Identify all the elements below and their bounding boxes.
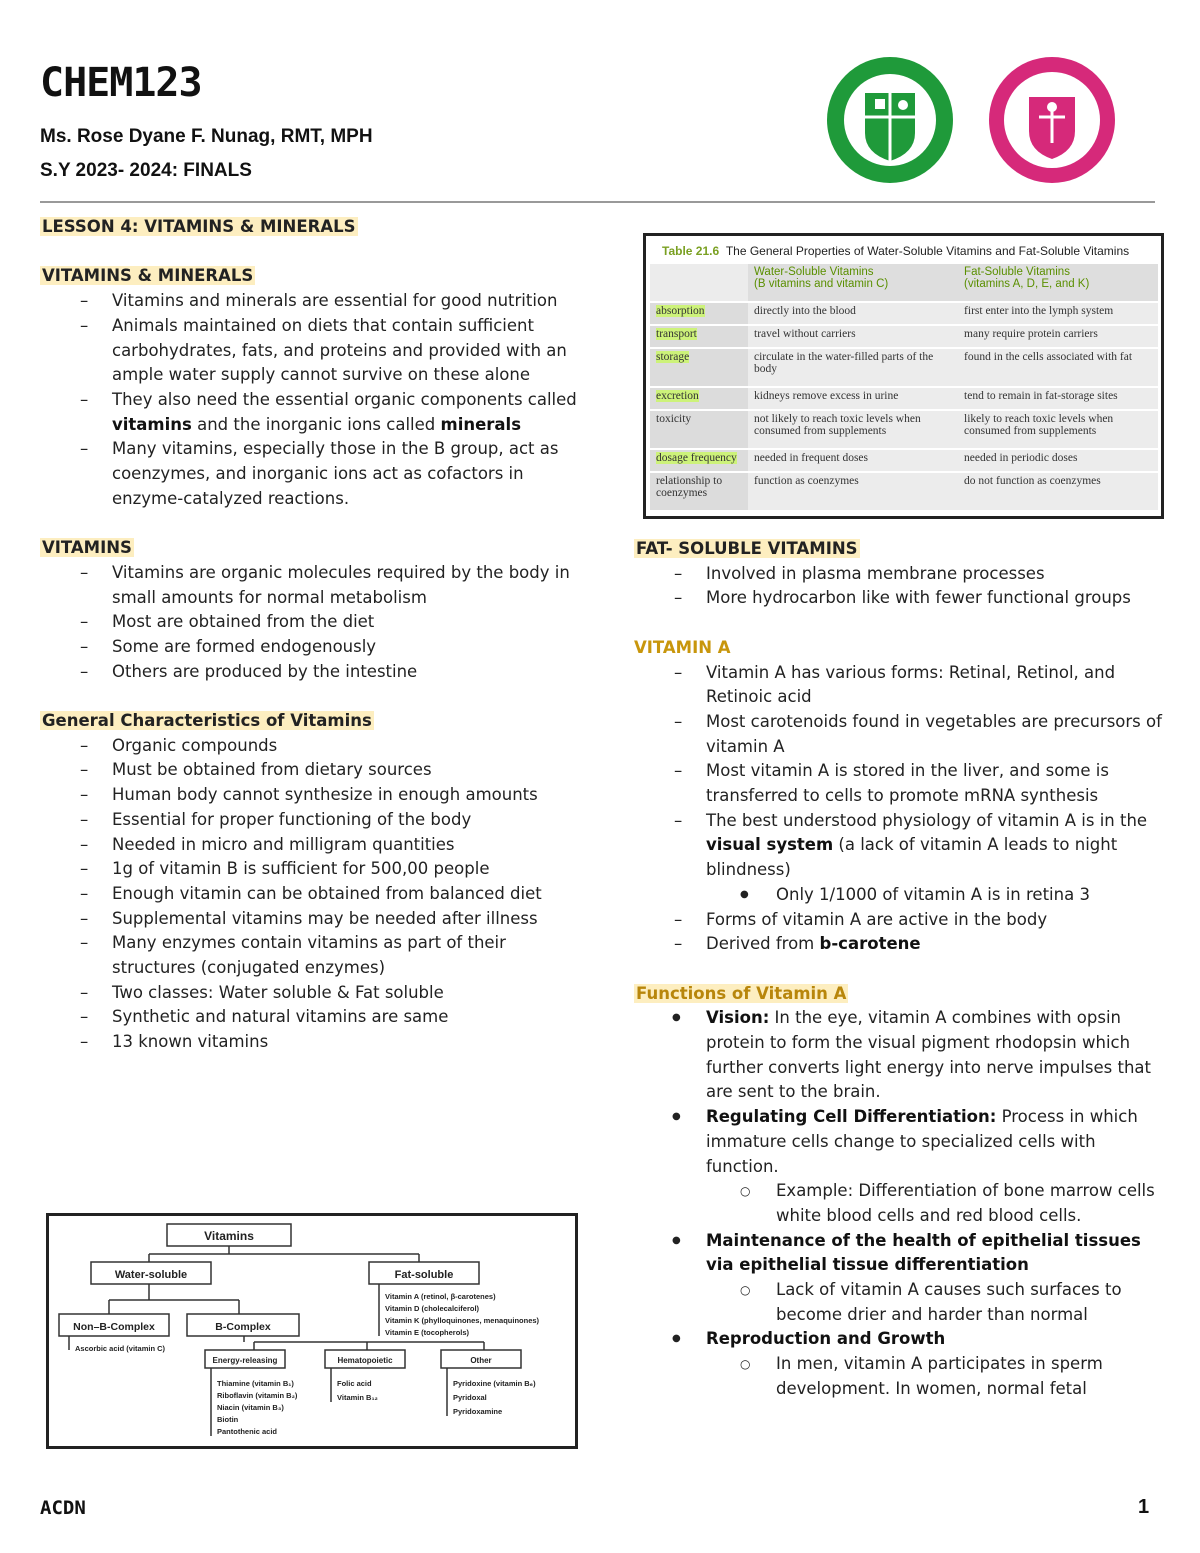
list-item: – Most carotenoids found in vegetables are precursors of vitamin A	[634, 710, 1164, 759]
list-item: – 13 known vitamins	[40, 1030, 580, 1055]
university-seal-pink	[987, 55, 1117, 185]
lesson-heading: LESSON 4: VITAMINS & MINERALS	[42, 217, 356, 236]
fat-soluble-list	[634, 562, 1164, 611]
diagram-fat-item: Vitamin K (phylloquinones, menaquinones)	[385, 1316, 540, 1325]
functions-sublist	[634, 1179, 1164, 1228]
vitamin-a-list	[634, 661, 1164, 883]
list-item: – Two classes: Water soluble & Fat soluble	[40, 981, 580, 1006]
list-item: – Many vitamins, especially those in the B group, act as coenzymes, and inorganic ions act as cofactors in enzyme-catalyzed reactions.	[40, 437, 580, 511]
table-row: storage circulate in the water-filled parts of the body found in the cells associated with fat	[650, 348, 1158, 387]
list-item: ● Reproduction and Growth	[634, 1327, 1164, 1352]
functions-sublist	[634, 1352, 1164, 1401]
vitamin-a-sublist	[634, 883, 1164, 908]
diagram-root-label: Vitamins	[204, 1229, 254, 1243]
table-header-row	[650, 264, 1158, 302]
table-row: relationship to coenzymes function as coenzymes do not function as coenzymes	[650, 472, 1158, 511]
table-row: excretion kidneys remove excess in urine tend to remain in fat-storage sites	[650, 387, 1158, 410]
list-item: – More hydrocarbon like with fewer functional groups	[634, 586, 1164, 611]
table-caption: Table 21.6 The General Properties of Water-Soluble Vitamins and Fat-Soluble Vitamins	[662, 244, 1130, 258]
diagram-nonb-label: Non–B-Complex	[73, 1321, 155, 1333]
vitamin-a-list-cont	[634, 908, 1164, 957]
diagram-energy-item: Pantothenic acid	[217, 1427, 278, 1436]
list-item: – Vitamin A has various forms: Retinal, Retinol, and Retinoic acid	[634, 661, 1164, 710]
footer-author: ACDN	[40, 1497, 86, 1519]
diagram-fat-item: Vitamin A (retinol, β-carotenes)	[385, 1292, 496, 1301]
university-seal-green	[825, 55, 955, 185]
vm-heading: VITAMINS & MINERALS	[42, 266, 254, 286]
vm-list	[40, 289, 580, 511]
instructor-name: Ms. Rose Dyane F. Nunag, RMT, MPH	[40, 126, 373, 147]
list-item: – Some are formed endogenously	[40, 635, 580, 660]
list-item: – Supplemental vitamins may be needed after illness	[40, 907, 580, 932]
list-item: – Must be obtained from dietary sources	[40, 758, 580, 783]
page-number: 1	[1138, 1496, 1150, 1518]
diagram-water-label: Water-soluble	[114, 1269, 188, 1281]
list-item: – Vitamins are organic molecules required by the body in small amounts for normal metabolism	[40, 561, 580, 610]
diagram-fat-item: Vitamin E (tocopherols)	[385, 1328, 470, 1337]
table-row: transport travel without carriers many require protein carriers	[650, 325, 1158, 348]
list-item: ● Regulating Cell Differentiation: Process in which immature cells change to specialized cells with function.	[634, 1105, 1164, 1179]
diagram-other-label: Other	[470, 1356, 492, 1365]
vitamin-a-heading: VITAMIN A	[634, 637, 731, 657]
list-item: – Involved in plasma membrane processes	[634, 562, 1164, 587]
properties-grid	[650, 264, 1158, 512]
right-column	[634, 537, 1164, 1402]
list-item: ○ Lack of vitamin A causes such surfaces to become drier and harder than normal	[634, 1278, 1164, 1327]
list-item: – Others are produced by the intestine	[40, 660, 580, 685]
left-column	[40, 215, 580, 1055]
list-item: ○ Example: Differentiation of bone marrow cells white blood cells and red blood cells.	[634, 1179, 1164, 1228]
list-item: – The best understood physiology of vitamin A is in the visual system (a lack of vitamin A leads to night blindness)	[634, 809, 1164, 883]
list-item: – Animals maintained on diets that contain sufficient carbohydrates, fats, and proteins and provided with an ample water supply cannot survive on these alone	[40, 314, 580, 388]
diagram-energy-item: Niacin (vitamin B₃)	[217, 1403, 284, 1412]
list-item: ● Vision: In the eye, vitamin A combines with opsin protein to form the visual pigment rhodopsin which further converts light energy into nerve impulses that are sent to the brain.	[634, 1006, 1164, 1105]
list-item: – Forms of vitamin A are active in the body	[634, 908, 1164, 933]
diagram-fat-item: Vitamin D (cholecalciferol)	[385, 1304, 480, 1313]
list-item: – Organic compounds	[40, 734, 580, 759]
diagram-energy-item: Thiamine (vitamin B₁)	[217, 1379, 294, 1388]
table-row: absorption directly into the blood first enter into the lymph system	[650, 302, 1158, 325]
list-item: – Many enzymes contain vitamins as part of their structures (conjugated enzymes)	[40, 931, 580, 980]
diagram-fat-label: Fat-soluble	[394, 1269, 454, 1281]
list-item: – Synthetic and natural vitamins are same	[40, 1005, 580, 1030]
list-item: ● Only 1/1000 of vitamin A is in retina 3	[634, 883, 1164, 908]
list-item: – Enough vitamin can be obtained from balanced diet	[40, 882, 580, 907]
header-divider	[40, 201, 1155, 203]
list-item: – 1g of vitamin B is sufficient for 500,00 people	[40, 857, 580, 882]
list-item: – Most are obtained from the diet	[40, 610, 580, 635]
diagram-energy-item: Riboflavin (vitamin B₂)	[217, 1391, 298, 1400]
functions-sublist	[634, 1278, 1164, 1327]
table-header: Fat-Soluble Vitamins (vitamins A, D, E, and K)	[958, 264, 1158, 302]
vitamin-properties-table	[643, 233, 1164, 519]
diagram-hema-label: Hematopoietic	[337, 1356, 393, 1365]
table-row: dosage frequency needed in frequent doses needed in periodic doses	[650, 449, 1158, 472]
list-item: – Vitamins and minerals are essential for good nutrition	[40, 289, 580, 314]
diagram-hema-item: Vitamin B₁₂	[337, 1393, 378, 1402]
list-item: – Essential for proper functioning of the body	[40, 808, 580, 833]
list-item: – Human body cannot synthesize in enough amounts	[40, 783, 580, 808]
functions-list	[634, 1006, 1164, 1179]
table-header: Water-Soluble Vitamins (B vitamins and vitamin C)	[748, 264, 958, 302]
general-heading: General Characteristics of Vitamins	[42, 711, 372, 731]
diagram-hema-item: Folic acid	[337, 1379, 372, 1388]
vitamin-classification-diagram	[46, 1213, 578, 1449]
diagram-other-item: Pyridoxal	[453, 1393, 487, 1402]
list-item: – They also need the essential organic components called vitamins and the inorganic ions called minerals	[40, 388, 580, 437]
list-item: ● Maintenance of the health of epithelial tissues via epithelial tissue differentiation	[634, 1229, 1164, 1278]
diagram-energy-label: Energy-releasing	[212, 1356, 278, 1365]
list-item: – Needed in micro and milligram quantities	[40, 833, 580, 858]
vitamins-list	[40, 561, 580, 685]
term-label: S.Y 2023- 2024: FINALS	[40, 160, 252, 181]
functions-list-cont	[634, 1229, 1164, 1278]
fat-soluble-heading: FAT- SOLUBLE VITAMINS	[636, 539, 858, 558]
diagram-nonb-item: Ascorbic acid (vitamin C)	[75, 1344, 166, 1353]
course-title: CHEM123	[40, 60, 202, 106]
diagram-other-item: Pyridoxamine	[453, 1407, 503, 1416]
vitamins-heading: VITAMINS	[42, 538, 132, 558]
table-row: toxicity not likely to reach toxic levels when consumed from supplements likely to reach toxic levels when consumed from supplements	[650, 410, 1158, 449]
list-item: ○ In men, vitamin A participates in sperm development. In women, normal fetal	[634, 1352, 1164, 1401]
general-list	[40, 734, 580, 1055]
diagram-bcomplex-label: B-Complex	[215, 1321, 271, 1333]
list-item: – Derived from b-carotene	[634, 932, 1164, 957]
diagram-energy-item: Biotin	[217, 1415, 239, 1424]
functions-list-cont	[634, 1327, 1164, 1352]
functions-heading: Functions of Vitamin A	[636, 983, 847, 1003]
list-item: – Most vitamin A is stored in the liver, and some is transferred to cells to promote mRNA synthesis	[634, 759, 1164, 808]
diagram-other-item: Pyridoxine (vitamin B₆)	[453, 1379, 536, 1388]
